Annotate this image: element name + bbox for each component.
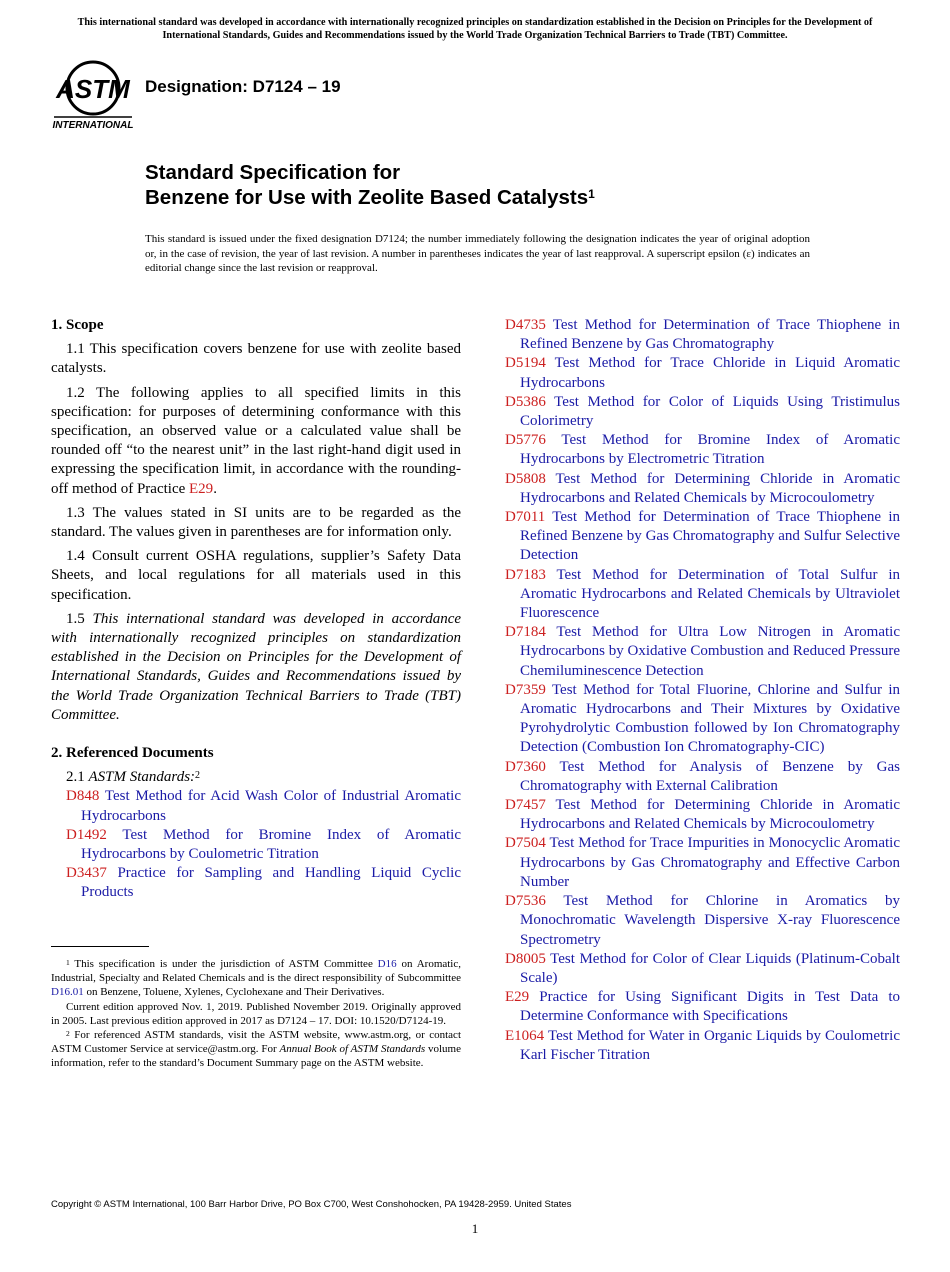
e29-link[interactable]: E29 [189, 480, 214, 497]
reference-item [505, 834, 900, 892]
reference-title-link[interactable]: Test Method for Bromine Index of Aromatic Hydrocarbons by Coulometric Titration [81, 826, 462, 863]
top-notice: This international standard was developed in accordance with internationally recognized principles on standardization established in the Decision on Principles for the Development of International Standards, Guides and Recommendations issued by the World Trade Organization Technical Barriers to Trade (TBT) Committee. [77, 17, 873, 41]
title-line-2-text: Benzene for Use with Zeolite Based Catalysts [145, 186, 589, 209]
reference-title-link[interactable]: Test Method for Analysis of Benzene by Gas Chromatography with External Calibration [520, 758, 901, 794]
footnote-2-text-a: For referenced ASTM standards, visit the ASTM website, www.astm.org, or contact ASTM Customer Service at service@astm.org. For [51, 1029, 461, 1056]
scope-1-3: 1.3 The values stated in SI units are to be regarded as the standard. The values given in parentheses are for information only. [51, 504, 461, 541]
page-number: 1 [471, 1221, 479, 1236]
reference-title-link[interactable]: Test Method for Determining Chloride in Aromatic Hydrocarbons and Related Chemicals by Microcoulometry [520, 797, 900, 833]
reference-code-link[interactable]: D7457 [505, 797, 546, 814]
reference-code-link[interactable]: D3437 [66, 865, 107, 882]
astm-standards-subhead [51, 768, 461, 787]
footnote-2-italic: Annual Book of ASTM Standards [279, 1043, 426, 1056]
reference-item [505, 508, 900, 566]
title-footnote-mark: 1 [588, 187, 595, 201]
reference-item [505, 354, 900, 392]
right-column [505, 316, 900, 1065]
scope-1-4: 1.4 Consult current OSHA regulations, supplier’s Safety Data Sheets, and local regulations for all materials used in this specification. [51, 548, 461, 603]
scope-heading: 1. Scope [51, 317, 104, 333]
reference-title-link[interactable]: Test Method for Determination of Trace Thiophene in Refined Benzene by Gas Chromatography and Sulfur Selective Detection [520, 509, 900, 564]
footnote-1 [51, 957, 461, 1000]
footnotes [51, 957, 461, 1071]
reference-code-link[interactable]: D7360 [505, 758, 546, 775]
reference-code-link[interactable]: D7184 [505, 624, 546, 641]
references-right-list [505, 316, 900, 1065]
page-title [145, 160, 595, 210]
reference-title-link[interactable]: Test Method for Ultra Low Nitrogen in Aromatic Hydrocarbons by Oxidative Combustion and Reduced Pressure Chemiluminescence Detection [520, 624, 900, 679]
reference-item [505, 681, 900, 758]
footnote-2-mark: 2 [66, 1029, 70, 1039]
footnote-1-text-a: This specification is under the jurisdiction of ASTM Committee [69, 958, 378, 970]
footnote-1-text-c: on Benzene, Toluene, Xylenes, Cyclohexane and Their Derivatives. [83, 986, 385, 999]
footnote-1-mark: 1 [66, 958, 70, 967]
reference-code-link[interactable]: D5776 [505, 432, 546, 449]
reference-item [505, 758, 900, 796]
reference-code-link[interactable]: D1492 [66, 826, 107, 843]
scope-1-2-end: . [213, 480, 217, 497]
title-line-2 [145, 185, 595, 210]
reference-code-link[interactable]: D7359 [505, 681, 546, 698]
left-column [51, 316, 461, 903]
reference-item [505, 892, 900, 950]
logo-letters: ASTM [56, 74, 130, 104]
reference-item [505, 623, 900, 681]
footnote-1-edition: Current edition approved Nov. 1, 2019. Published November 2019. Originally approved in 2005. Last previous edition approved in 2017 as D7124 – 17. DOI: 10.1520/D7124-19. [51, 1000, 461, 1027]
referenced-heading: 2. Referenced Documents [51, 745, 214, 762]
title-line-1: Standard Specification for [145, 161, 401, 184]
reference-code-link[interactable]: D4735 [505, 317, 546, 333]
scope-1-5-num: 1.5 [66, 610, 93, 627]
reference-title-link[interactable]: Test Method for Determination of Trace Thiophene in Refined Benzene by Gas Chromatography [520, 317, 900, 353]
reference-title-link[interactable]: Test Method for Chlorine in Aromatics by Monochromatic Wavelength Dispersive X-ray Fluorescence Spectrometry [520, 893, 900, 948]
references-left-list [51, 787, 461, 902]
reference-title-link[interactable]: Test Method for Trace Impurities in Monocyclic Aromatic Hydrocarbons by Gas Chromatography and Effective Carbon Number [520, 835, 900, 890]
reference-code-link[interactable]: D7536 [505, 893, 546, 910]
footnote-1-text-b: on Aromatic, Industrial, Specialty and Related Chemicals and is the direct responsibility of Subcommittee [51, 958, 461, 985]
subhead-label: ASTM Standards: [88, 769, 196, 786]
reference-item [51, 787, 461, 825]
reference-title-link[interactable]: Test Method for Bromine Index of Aromatic Hydrocarbons by Electrometric Titration [520, 432, 901, 468]
reference-code-link[interactable]: D8005 [505, 950, 546, 967]
reference-code-link[interactable]: E29 [505, 989, 530, 1006]
reference-title-link[interactable]: Test Method for Acid Wash Color of Industrial Aromatic Hydrocarbons [81, 788, 461, 824]
footnote-rule [51, 946, 149, 947]
reference-item [505, 431, 900, 469]
issued-note: This standard is issued under the fixed designation D7124; the number immediately following the designation indicates the year of original adoption or, in the case of revision, the year of last revision. A number in parentheses indicates the year of last reapproval. A superscript epsilon (ε) indicates an editorial change since the last revision or reapproval. [145, 233, 810, 274]
reference-item [51, 826, 461, 864]
reference-title-link[interactable]: Practice for Sampling and Handling Liquid Cyclic Products [81, 865, 462, 901]
subhead-footnote-mark: 2 [195, 770, 201, 782]
reference-title-link[interactable]: Test Method for Total Fluorine, Chlorine and Sulfur in Aromatic Hydrocarbons and Their Mixtures by Oxidative Pyrohydrolytic Combustion followed by Ion Chromatography Detection (Combustion Ion Chromatography-CIC) [520, 681, 900, 756]
reference-code-link[interactable]: D848 [66, 788, 100, 805]
reference-item [505, 566, 900, 624]
reference-code-link[interactable]: E1064 [505, 1027, 545, 1044]
scope-1-2 [51, 384, 461, 499]
reference-title-link[interactable]: Test Method for Water in Organic Liquids by Coulometric Karl Fischer Titration [520, 1027, 900, 1063]
reference-title-link[interactable]: Test Method for Determination of Total Sulfur in Aromatic Hydrocarbons and Related Chemicals by Ultraviolet Fluorescence [520, 566, 900, 622]
reference-code-link[interactable]: D5194 [505, 355, 546, 372]
logo-wordmark: INTERNATIONAL [52, 120, 134, 131]
copyright-notice: Copyright © ASTM International, 100 Barr Harbor Drive, PO Box C700, West Conshohocken, PA 19428-2959. United States [51, 1199, 572, 1210]
reference-title-link[interactable]: Test Method for Color of Liquids Using Tristimulus Colorimetry [520, 393, 900, 430]
reference-item [51, 864, 461, 902]
subhead-num: 2.1 [66, 769, 89, 786]
astm-international-logo [52, 58, 134, 132]
reference-code-link[interactable]: D7504 [505, 835, 546, 852]
scope-1-5-text: This international standard was developed in accordance with internationally recognized principles on standardization established in the Decision on Principles for the Development of International Standards, Guides and Recommendations issued by the World Trade Organization Technical Barriers to Trade (TBT) Committee. [51, 610, 462, 723]
scope-1-1: 1.1 This specification covers benzene for use with zeolite based catalysts. [51, 341, 461, 377]
footnote-2-text-b: volume information, refer to the standard’s Document Summary page on the ASTM website. [51, 1043, 461, 1070]
scope-1-5 [51, 610, 461, 725]
scope-1-2-text: 1.2 The following applies to all specified limits in this specification: for purposes of determining conformance with this specification, an observed value or a calculated value shall be rounded off “to the nearest unit” in the last right-hand digit used in expressing the specification limit, in accordance with the rounding-off method of Practice [51, 384, 461, 497]
reference-code-link[interactable]: D7183 [505, 566, 546, 583]
d16-link[interactable]: D16 [377, 958, 397, 970]
reference-code-link[interactable]: D7011 [505, 509, 546, 526]
reference-item [505, 950, 900, 988]
reference-title-link[interactable]: Test Method for Determining Chloride in Aromatic Hydrocarbons and Related Chemicals by Microcoulometry [520, 470, 900, 506]
d16-01-link[interactable]: D16.01 [51, 986, 84, 999]
reference-item [505, 470, 900, 508]
reference-code-link[interactable]: D5386 [505, 393, 546, 410]
reference-item [505, 393, 900, 431]
reference-title-link[interactable]: Test Method for Trace Chloride in Liquid Aromatic Hydrocarbons [520, 355, 900, 391]
reference-item [505, 988, 900, 1026]
reference-code-link[interactable]: D5808 [505, 470, 546, 487]
reference-title-link[interactable]: Practice for Using Significant Digits in Test Data to Determine Conformance with Specifications [520, 989, 900, 1025]
reference-item [505, 316, 900, 354]
reference-item [505, 796, 900, 834]
designation: Designation: D7124 – 19 [145, 77, 341, 96]
reference-title-link[interactable]: Test Method for Color of Clear Liquids (Platinum-Cobalt Scale) [520, 950, 900, 986]
footnote-2 [51, 1028, 461, 1071]
reference-item [505, 1027, 900, 1065]
